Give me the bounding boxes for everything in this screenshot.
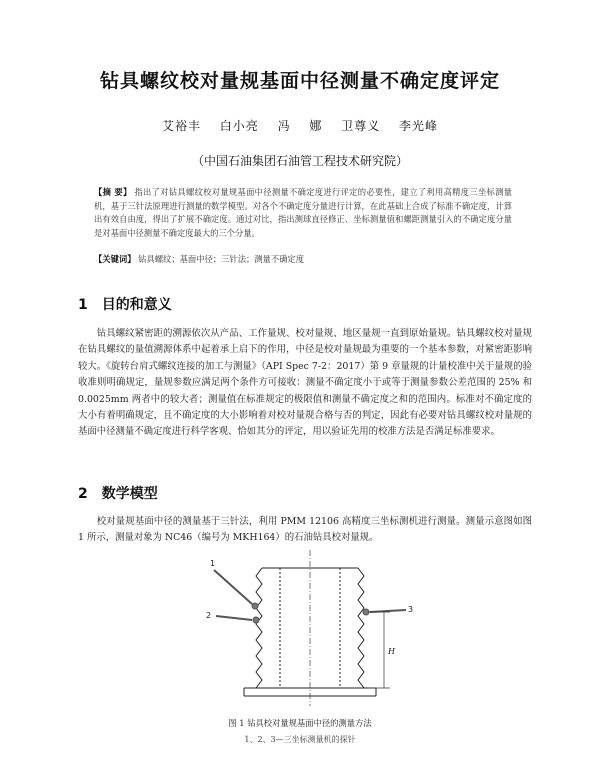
height-label: H [388, 647, 395, 656]
probe-1-label: 1 [210, 559, 216, 568]
abstract-text: 指出了对钻具螺纹校对量规基面中径测量不确定度进行评定的必要性，建立了利用高精度三坐标测量机，基于三针法原理进行测量的数学模型。对各个不确定度分量进行计算，在此基础上合成了标准不确定度，计算出有效自由度，得出了扩展不确定度。通过对比，指出测球直径修正、坐标测量值和螺距测量引入的不确定度分量是对基面中径测量不确定度最大的三个分量。 [94, 187, 512, 238]
probe-3-label: 3 [408, 605, 414, 614]
abstract [94, 186, 512, 240]
section-2-heading [78, 483, 158, 503]
section-2-number: 2 [78, 486, 88, 502]
figure-1-subcaption: 1、2、3—三坐标测量机的探针 [244, 735, 356, 744]
figure-1-caption: 图 1 钻具校对量规基面中径的测量方法 [228, 718, 372, 728]
keywords-label: 【关键词】 [94, 254, 136, 264]
keywords [94, 253, 512, 265]
section-2-title: 数学模型 [101, 486, 158, 502]
section-2-paragraph: 校对量规基面中径的测量基于三针法，利用 PMM 12106 高精度三坐标测机进行测量。测量示意图如图 1 所示，测量对象为 NC46（编号为 MKH164）的石油钻具校对量规。 [78, 516, 532, 544]
affiliation: （中国石油集团石油管工程技术研究院） [191, 154, 408, 168]
section-1-paragraph: 钻具螺纹紧密距的溯源依次从产品、工作量规、校对量规、地区量规一直到原始量规。钻具螺纹校对量规在钻具螺纹的量值溯源体系中起着承上启下的作用，中径是校对量规最为重要的一个基本参数，对紧密距影响较大。《旋转台肩式螺纹连接的加工与测量》（API Spec 7-2：2017）第 9 章量规的计量校准中关于量规的验收准则明确规定，量规参数应满足两个条件方可接收：测量不确定度小于或等于测量参数公差范围的 25% 和 0.0025mm 两者中的较大者；测量值在标准规定的极限值和测量不确定度之和的范围内。标准对不确定度的大小有着明确规定，且不确定度的大小影响着对校对量规合格与否的判定，因此有必要对钻具螺纹校对量规的基面中径测量不确定度进行科学客观、恰如其分的评定，用以验证先用的校准方法是否满足标准要求。 [78, 328, 532, 438]
paper-title: 钻具螺纹校对量规基面中径测量不确定度评定 [99, 70, 500, 92]
height-dimension [368, 612, 390, 688]
probe-2-label: 2 [206, 611, 212, 620]
probe-2-icon [216, 616, 259, 623]
abstract-label: 【摘 要】 [94, 187, 132, 197]
section-1-number: 1 [78, 297, 88, 313]
figure-1-diagram [200, 546, 420, 711]
section-1-heading [78, 294, 172, 314]
keywords-text: 钻具螺纹；基面中径；三针法；测量不确定度 [138, 254, 305, 264]
probe-1-icon [214, 570, 258, 609]
author-list: 艾裕丰 白小亮 冯 娜 卫尊义 李光峰 [161, 119, 439, 133]
section-1-title: 目的和意义 [101, 297, 172, 313]
